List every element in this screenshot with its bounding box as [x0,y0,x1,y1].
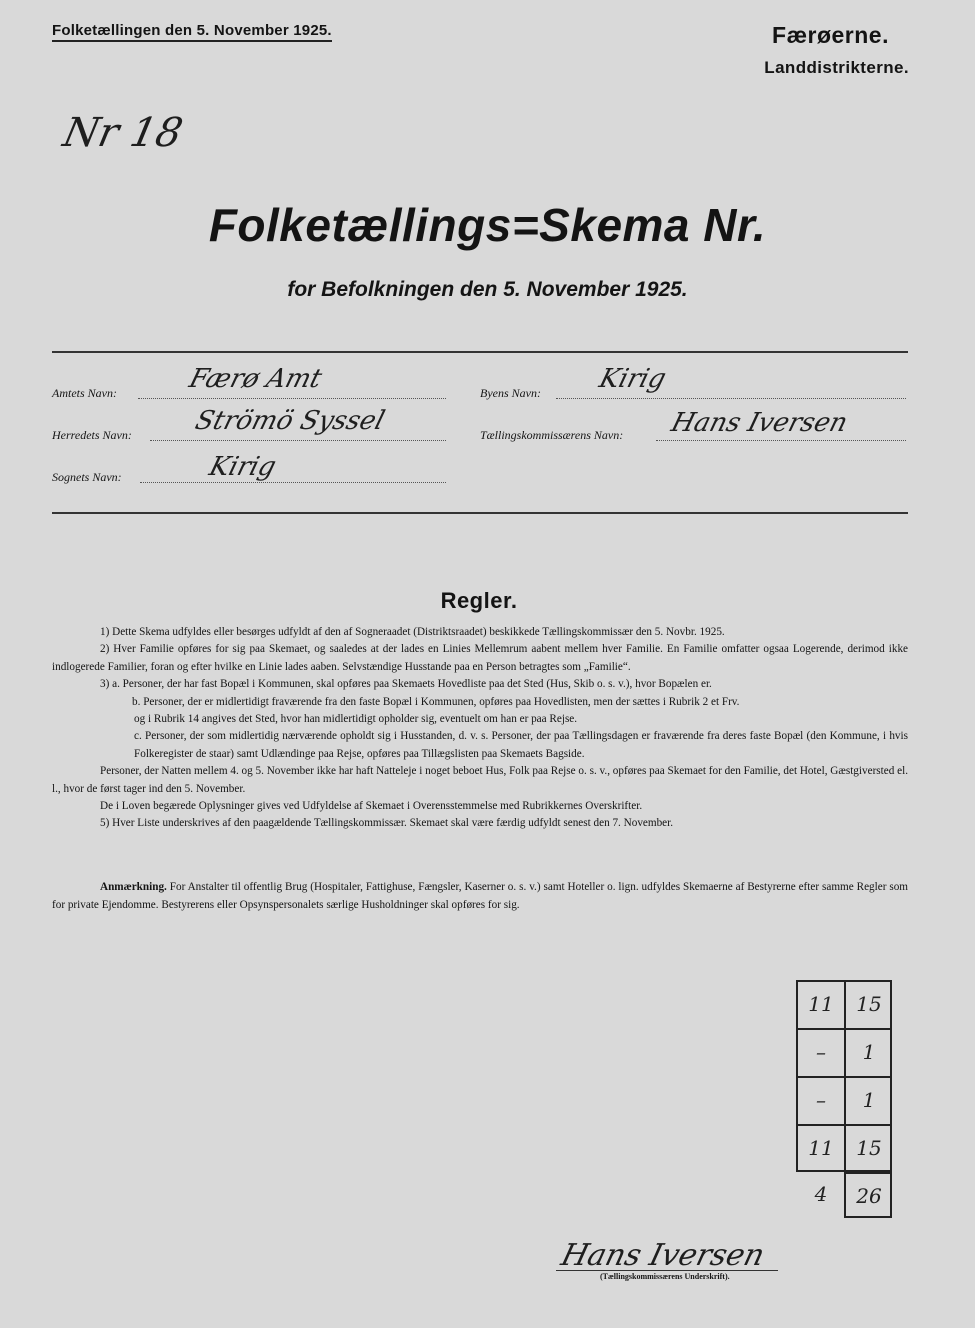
form-subtitle: for Befolkningen den 5. November 1925. [287,278,688,301]
tally-box [796,980,892,1172]
tally-total-left: 4 [814,1182,828,1206]
divider-top [52,351,908,353]
tally-row-line [798,1076,890,1078]
tally-cell: 15 [856,1136,882,1160]
signature-line [556,1270,778,1271]
tally-total-right: 26 [856,1184,882,1208]
byens-dotted-line [556,398,906,399]
amt-dotted-line [138,398,446,399]
rule-2: 2) Hver Familie opføres for sig paa Skemaet, og saaledes at der lades en Linies Mellemrum aabent mellem hver Familie. En Familie omfatter ogsaa Logerende, derimod ikke indlogerede Familier, foran og efter hvilke en Linie lades aaben. Selvstændige Husstande paa en Person betragtes som „Familie“. [52,643,908,673]
rule-5: 5) Hver Liste underskrives af den paagældende Tællingskommissær. Skemaet skal være færdig udfyldt senest den 7. November. [100,817,674,830]
sogn-label: Sognets Navn: [52,470,122,484]
rules-heading: Regler. [440,588,518,613]
rule-1: 1) Dette Skema udfyldes eller besørges udfyldt af den af Sogneraadet (Distriktsraadet) beskikkede Tællingskommissær den 5. Novbr. 1925. [100,626,725,638]
byens-value: Kirig [595,364,670,394]
tally-cell: 11 [808,1136,834,1160]
rule-4: De i Loven begærede Oplysninger gives ved Udfyldelse af Skemaet i Overensstemmelse med Rubrikkernes Overskrifter. [100,800,643,813]
byens-label: Byens Navn: [480,386,541,400]
tally-cell: – [816,1088,826,1112]
signature: Hans Iversen [557,1238,769,1273]
note-label: Anmærkning. [100,881,167,893]
sogn-value: Kirig [205,452,280,482]
herred-dotted-line [150,440,446,441]
signature-caption: (Tællingskommissærens Underskrift). [600,1272,730,1281]
rule-3b-line2: og i Rubrik 14 angives det Sted, hvor han midlertidigt opholder sig, eventuelt om han er paa Rejse. [134,713,578,726]
amt-value: Færø Amt [185,364,325,394]
divider-bottom [52,512,908,514]
kommissaer-value: Hans Iversen [667,408,851,438]
rule-3c: c. Personer, der som midlertidig nærværende opholdt sig i Husstanden, d. v. s. Personer, der paa Tællingsdagen er fraværende fra deres faste Bopæl (den Kommune, i hvis Folkeregister de staar) samt Udlændinge paa Rejse, opføres paa Tillægslisten paa Skemaets Bagside. [134,730,908,760]
sogn-dotted-line [140,482,446,483]
rules-block [52,624,908,833]
herred-label: Herredets Navn: [52,428,132,442]
region-title: Færøerne. [772,22,889,48]
tally-cell: 1 [862,1040,876,1064]
herred-value: Strömö Syssel [191,406,388,436]
tally-cell: – [816,1040,826,1064]
rule-3b-line1: b. Personer, der er midlertidigt fraværende fra den faste Bopæl i Kommunen, opføres paa Hovedlisten, men der sættes i Rubrik 2 et Frv. [132,695,740,708]
rule-3a: 3) a. Personer, der har fast Bopæl i Kommunen, skal opføres paa Skemaets Hovedliste paa det Sted (Hus, Skib o. s. v.), hvor Bopælen er. [100,678,712,691]
note-block [52,878,908,914]
tally-row-line [798,1124,890,1126]
census-date-header: Folketællingen den 5. November 1925. [52,22,332,42]
note-text: For Anstalter til offentlig Brug (Hospitaler, Fattighuse, Fængsler, Kaserner o. s. v.) samt Hoteller o. lign. udfyldes Skemaerne af Bestyrerne efter samme Regler som for private Ejendomme. Bestyrerens eller Opsynspersonalets særlige Husholdninger skal opføres for sig. [52,881,908,911]
region-subtitle: Landdistrikterne. [764,58,909,77]
amt-label: Amtets Navn: [52,386,117,400]
kommissaer-dotted-line [656,440,906,441]
handwritten-number: Nr 18 [59,110,187,156]
rule-3d: Personer, der Natten mellem 4. og 5. November ikke har haft Natteleje i noget beboet Hus, Folk paa Rejse o. s. v., opføres paa Skemaet for den Familie, det Hotel, Gæstgiversted el. l., hvor de først tager ind den 5. November. [52,765,908,795]
tally-total-box [844,1172,892,1218]
tally-cell: 15 [856,992,882,1016]
tally-row-line [798,1028,890,1030]
tally-cell: 1 [862,1088,876,1112]
kommissaer-label: Tællingskommissærens Navn: [480,428,624,442]
form-title: Folketællings=Skema Nr. [208,199,767,251]
tally-cell: 11 [808,992,834,1016]
